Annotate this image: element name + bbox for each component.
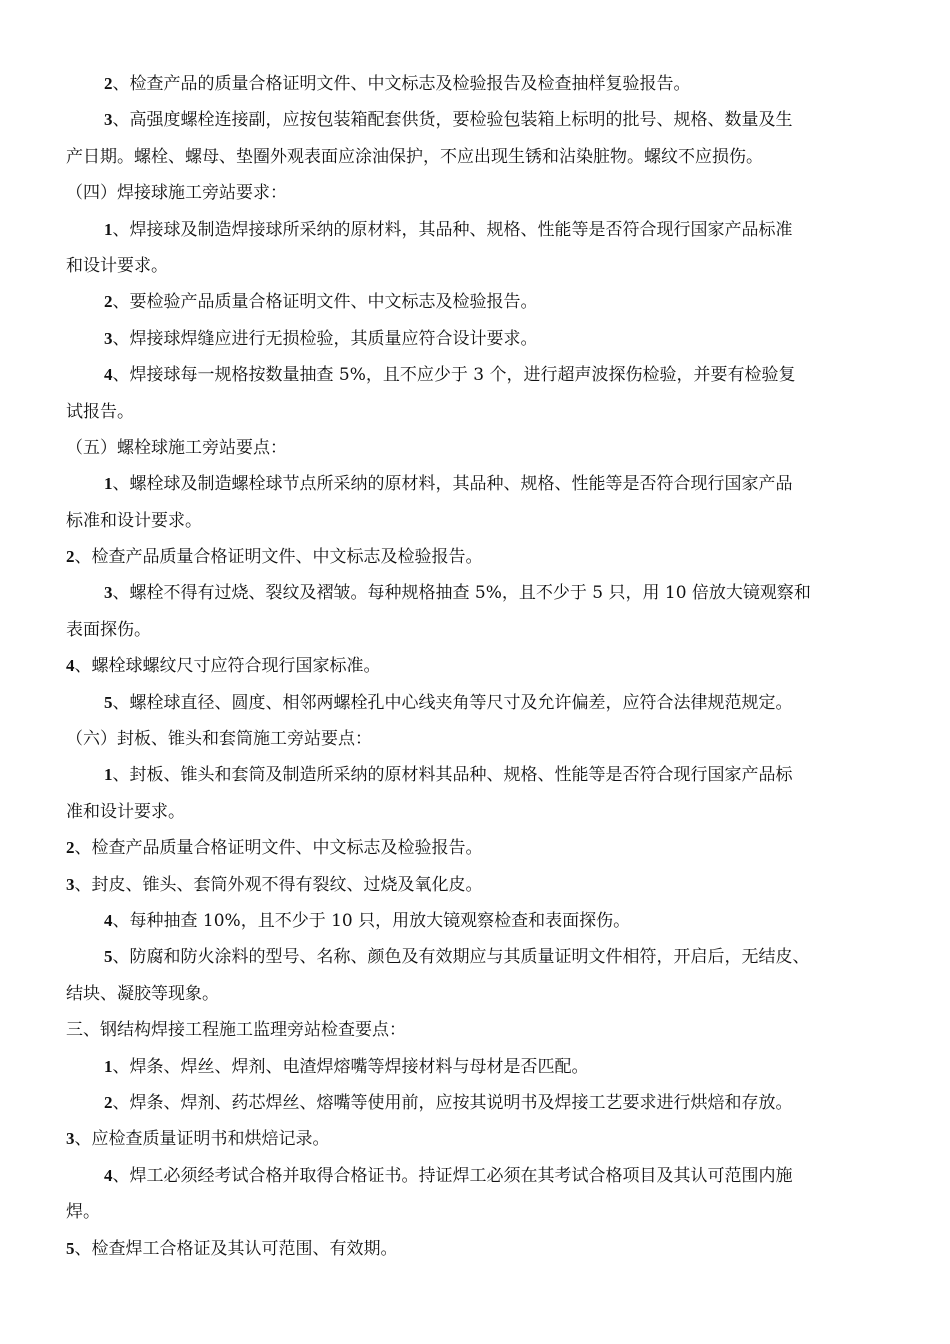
item-number: 5 — [66, 1238, 75, 1258]
list-item — [0, 903, 950, 939]
continuation-line — [0, 139, 950, 175]
section-heading-text: （四）焊接球施工旁站要求： — [66, 183, 287, 204]
continuation-line — [0, 794, 950, 830]
document-page — [0, 66, 950, 1267]
list-item — [0, 1085, 950, 1121]
section-heading-text: 三、钢结构焊接工程施工监理旁站检查要点： — [66, 1020, 406, 1041]
item-number: 1 — [104, 1056, 113, 1076]
list-item — [0, 466, 950, 502]
item-text: 焊。 — [66, 1202, 100, 1223]
item-text: 、检查产品的质量合格证明文件、中文标志及检验报告及检查抽样复验报告。 — [112, 74, 691, 94]
item-number: 4 — [104, 910, 113, 930]
item-text: 、焊接球每一规格按数量抽查 5%，且不应少于 3 个，进行超声波探伤检验，并要有检验复 — [112, 365, 796, 386]
section-heading — [0, 175, 950, 211]
item-number: 2 — [104, 74, 113, 93]
item-text: 、检查产品质量合格证明文件、中文标志及检验报告。 — [74, 838, 483, 859]
item-text: 、螺栓球螺纹尺寸应符合现行国家标准。 — [74, 656, 381, 677]
item-text: 产日期。螺栓、螺母、垫圈外观表面应涂油保护，不应出现生锈和沾染脏物。螺纹不应损伤。 — [66, 146, 763, 167]
item-text: 、高强度螺栓连接副，应按包装箱配套供货，要检验包装箱上标明的批号、规格、数量及生 — [112, 110, 793, 131]
item-text: 、焊条、焊剂、药芯焊丝、熔嘴等使用前，应按其说明书及焊接工艺要求进行烘焙和存放。 — [112, 1092, 793, 1113]
section-heading-text: （五）螺栓球施工旁站要点： — [66, 437, 287, 458]
item-number: 4 — [104, 1165, 113, 1185]
item-text: 、封皮、锥头、套筒外观不得有裂纹、过烧及氧化皮。 — [74, 874, 483, 895]
item-number: 3 — [104, 328, 113, 348]
item-number: 2 — [66, 547, 75, 567]
list-item — [0, 212, 950, 248]
list-item — [0, 321, 950, 357]
section-heading — [0, 430, 950, 466]
item-number: 1 — [104, 474, 113, 494]
list-item — [0, 284, 950, 320]
item-text: 、焊工必须经考试合格并取得合格证书。持证焊工必须在其考试合格项目及其认可范围内施 — [112, 1165, 793, 1186]
item-text: 、每种抽查 10%，且不少于 10 只，用放大镜观察检查和表面探伤。 — [112, 910, 631, 931]
continuation-line — [0, 976, 950, 1012]
item-text: 、焊接球及制造焊接球所采纳的原材料，其品种、规格、性能等是否符合现行国家产品标准 — [112, 219, 793, 240]
item-text: 、检查产品质量合格证明文件、中文标志及检验报告。 — [74, 547, 483, 568]
continuation-line — [0, 394, 950, 430]
list-item — [0, 867, 950, 903]
list-item — [0, 939, 950, 975]
continuation-line — [0, 1194, 950, 1230]
item-text: 、焊条、焊丝、焊剂、电渣焊熔嘴等焊接材料与母材是否匹配。 — [112, 1056, 589, 1077]
item-text: 、要检验产品质量合格证明文件、中文标志及检验报告。 — [112, 292, 538, 313]
list-item — [0, 102, 950, 138]
continuation-line — [0, 503, 950, 539]
item-number: 4 — [66, 656, 75, 676]
item-text: 和设计要求。 — [66, 255, 168, 276]
item-text: 、应检查质量证明书和烘焙记录。 — [74, 1129, 330, 1150]
item-number: 3 — [66, 1129, 75, 1149]
item-text: 试报告。 — [66, 401, 134, 422]
item-text: 、螺栓不得有过烧、裂纹及褶皱。每种规格抽查 5%，且不少于 5 只，用 10 倍放大镜观察和 — [112, 583, 811, 604]
item-number: 3 — [104, 110, 113, 130]
item-text: 准和设计要求。 — [66, 801, 185, 822]
item-number: 2 — [104, 292, 113, 312]
list-item — [0, 575, 950, 611]
item-number: 3 — [66, 874, 75, 894]
item-text: 表面探伤。 — [66, 619, 151, 640]
item-text: 、封板、锥头和套筒及制造所采纳的原材料其品种、规格、性能等是否符合现行国家产品标 — [112, 765, 793, 786]
item-number: 1 — [104, 219, 113, 239]
item-number: 1 — [104, 765, 113, 785]
item-text: 、螺栓球直径、圆度、相邻两螺栓孔中心线夹角等尺寸及允许偏差，应符合法律规范规定。 — [112, 692, 793, 713]
item-number: 3 — [104, 583, 113, 603]
item-number: 5 — [104, 947, 113, 967]
list-item — [0, 1121, 950, 1157]
item-text: 、防腐和防火涂料的型号、名称、颜色及有效期应与其质量证明文件相符，开启后，无结皮、 — [112, 947, 810, 968]
list-item — [0, 1158, 950, 1194]
list-item — [0, 1049, 950, 1085]
item-text: 标准和设计要求。 — [66, 510, 202, 531]
item-number: 2 — [66, 838, 75, 858]
section-heading-text: （六）封板、锥头和套筒施工旁站要点： — [66, 729, 372, 750]
continuation-line — [0, 248, 950, 284]
list-item — [0, 757, 950, 793]
item-text: 、检查焊工合格证及其认可范围、有效期。 — [74, 1238, 398, 1259]
list-item — [0, 357, 950, 393]
list-item — [0, 539, 950, 575]
item-text: 、螺栓球及制造螺栓球节点所采纳的原材料，其品种、规格、性能等是否符合现行国家产品 — [112, 474, 793, 495]
item-text: 结块、凝胶等现象。 — [66, 983, 219, 1004]
item-text: 、焊接球焊缝应进行无损检验，其质量应符合设计要求。 — [112, 328, 538, 349]
list-item — [0, 648, 950, 684]
section-heading — [0, 721, 950, 757]
list-item — [0, 685, 950, 721]
item-number: 2 — [104, 1092, 113, 1112]
item-number: 4 — [104, 365, 113, 385]
continuation-line — [0, 612, 950, 648]
item-number: 5 — [104, 692, 113, 712]
list-item — [0, 1231, 950, 1267]
section-heading — [0, 1012, 950, 1048]
list-item — [0, 830, 950, 866]
list-item — [0, 66, 950, 102]
